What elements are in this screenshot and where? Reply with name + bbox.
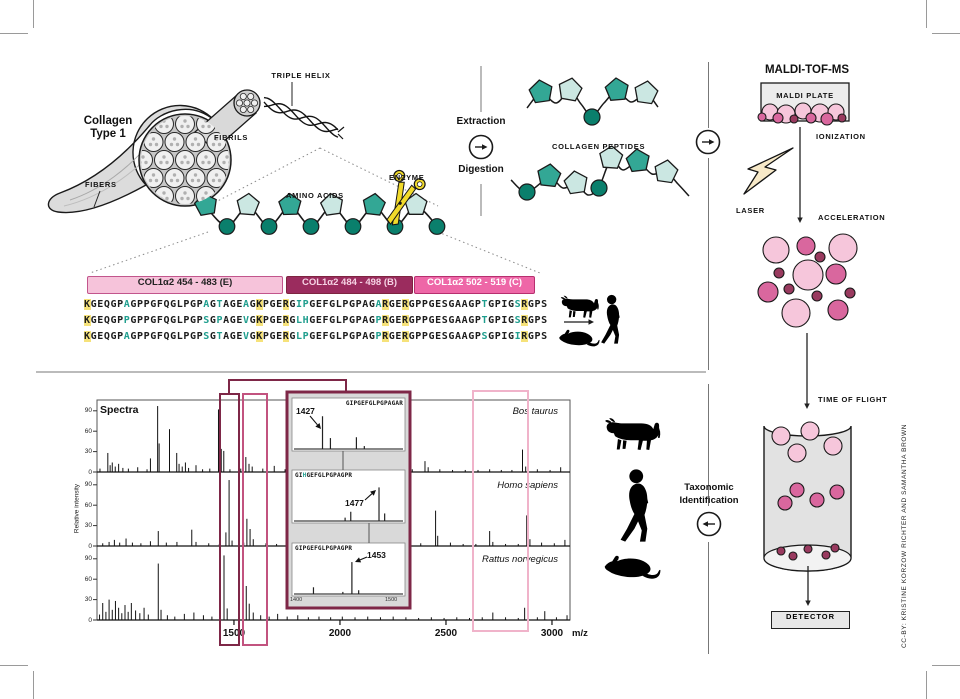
detector-box: DETECTOR bbox=[771, 611, 850, 629]
maldi-title: MALDI-TOF-MS bbox=[764, 64, 850, 76]
y-tick: 60 bbox=[84, 501, 92, 509]
digestion-label: Digestion bbox=[458, 164, 504, 175]
spectra-title: Spectra bbox=[100, 404, 139, 416]
y-tick: 0 bbox=[88, 616, 92, 624]
circle-arrow-icon bbox=[470, 136, 493, 159]
y-tick: 90 bbox=[84, 407, 92, 415]
fibers-label: FIBERS bbox=[85, 180, 117, 189]
y-tick: 90 bbox=[84, 555, 92, 563]
y-tick: 30 bbox=[84, 596, 92, 604]
taxonomic-label-line1: Taxonomic bbox=[684, 482, 734, 493]
inset-peak-label-1427: 1427 bbox=[296, 406, 315, 416]
inset-xtick-1400: 1400 bbox=[290, 597, 303, 603]
y-tick: 60 bbox=[84, 575, 92, 583]
species-label-homo: Homo sapiens bbox=[497, 480, 558, 491]
alignment-row-bos-taurus: KGEQGPAGPPGFQGLPGPAGTAGEAGKPGERGIPGEFGLPGPAGARGERGPPGESGAAGPTGPIGSRGPS bbox=[84, 299, 548, 310]
y-tick: 30 bbox=[84, 448, 92, 456]
y-tick: 60 bbox=[84, 427, 92, 435]
circle-arrow-icon bbox=[698, 513, 721, 536]
region-box-col1a2-484-498: COL1α2 484 - 498 (B) bbox=[286, 276, 413, 294]
collagen-title bbox=[62, 115, 154, 141]
x-tick: 3000 bbox=[540, 628, 564, 639]
y-tick: 90 bbox=[84, 481, 92, 489]
y-tick: 0 bbox=[88, 468, 92, 476]
acceleration-label: ACCELERATION bbox=[818, 213, 886, 222]
ionized-peptide-cloud bbox=[758, 234, 857, 327]
amino-acids-label: AMINO ACIDS bbox=[286, 191, 344, 200]
circle-arrow-icon bbox=[697, 131, 720, 154]
x-axis-label: m/z bbox=[572, 628, 588, 639]
region-box-col1a2-454-483: COL1α2 454 - 483 (E) bbox=[87, 276, 283, 294]
spectra-inset bbox=[229, 380, 410, 608]
y-tick: 0 bbox=[88, 542, 92, 550]
plate-sample-spots bbox=[758, 103, 846, 125]
y-tick: 30 bbox=[84, 522, 92, 530]
credit-text: CC-BY: KRISTINE KORZOW RICHTER AND SAMANTHA BROWN bbox=[901, 423, 908, 648]
inset-peak-label-1453: 1453 bbox=[367, 550, 386, 560]
collagen-peptides-label: COLLAGEN PEPTIDES bbox=[552, 142, 646, 151]
tof-separating-ions bbox=[772, 422, 844, 560]
region-box-col1a2-502-519: COL1α2 502 - 519 (C) bbox=[414, 276, 535, 294]
x-tick: 2500 bbox=[434, 628, 458, 639]
inset-xtick-1500: 1500 bbox=[385, 597, 398, 603]
taxonomic-label-line2: Identification bbox=[679, 495, 739, 506]
ionization-label: IONIZATION bbox=[816, 132, 866, 141]
extraction-label: Extraction bbox=[456, 116, 506, 127]
collagen-title-line2: Type 1 bbox=[90, 128, 126, 140]
x-tick: 1500 bbox=[222, 628, 246, 639]
species-label-bos: Bos taurus bbox=[512, 406, 558, 417]
inset-peptide-sequence: GIPGEFGLPGPAGPR bbox=[295, 545, 353, 552]
x-tick: 2000 bbox=[328, 628, 352, 639]
species-label-rattus: Rattus norvegicus bbox=[481, 554, 558, 565]
triple-helix-label: TRIPLE HELIX bbox=[271, 71, 331, 80]
fibrils-label: FIBRILS bbox=[214, 133, 249, 142]
laser-label: LASER bbox=[736, 206, 765, 215]
inset-peak-label-1477: 1477 bbox=[345, 498, 364, 508]
enzyme-label: ENZYME bbox=[389, 173, 425, 182]
inset-peptide-sequence: GIPGEFGLPGPAGAR bbox=[345, 400, 403, 407]
y-axis-label: Relative intensity bbox=[73, 483, 81, 534]
collagen-title-line1: Collagen bbox=[83, 115, 133, 127]
inset-peptide-sequence: GIHGEFGLPGPAGPR bbox=[295, 472, 353, 479]
maldi-plate-label: MALDI PLATE bbox=[776, 91, 834, 100]
time-of-flight-label: TIME OF FLIGHT bbox=[818, 395, 888, 404]
alignment-row-homo-sapiens: KGEQGPPGPPGFQGLPGPSGPAGEVGKPGERGLHGEFGLPGPAGPRGERGPPGESGAAGPTGPIGSRGPS bbox=[84, 315, 548, 326]
alignment-row-rattus-norvegicus: KGEQGPAGPPGFQGLPGPSGTAGEVGKPGERGLPGEFGLPGPAGPRGERGPPGESGAAGPSGPIGIRGPS bbox=[84, 331, 548, 342]
